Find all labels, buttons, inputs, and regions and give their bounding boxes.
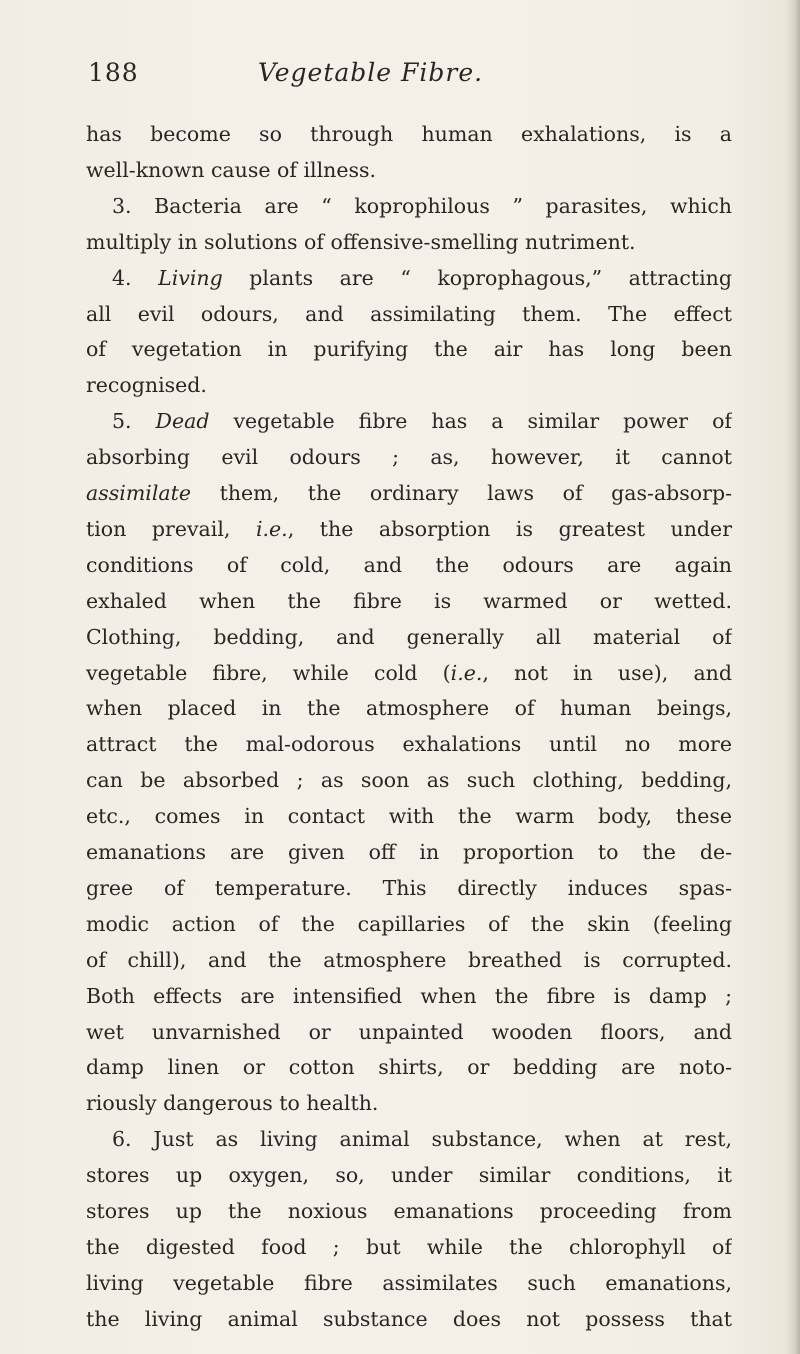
text-line: can be absorbed ; as soon as such clothing, bedding,	[86, 768, 732, 793]
text-span: , not in use), and	[482, 660, 732, 685]
text-line: emanations are given off in proportion to the de-	[86, 840, 732, 864]
text-span: them, the ordinary laws of gas-absorp-	[190, 481, 732, 505]
italic-word: i.e.	[255, 516, 288, 541]
text-line: has become so through human exhalations, is a	[86, 122, 732, 146]
text-span: tion prevail,	[86, 516, 256, 541]
text-line: exhaled when the fibre is warmed or wetted.	[86, 588, 732, 613]
italic-word: Dead	[155, 409, 210, 434]
text-line	[86, 478, 732, 509]
text-line: attract the mal-odorous exhalations until no more	[86, 732, 732, 757]
page-header	[88, 58, 720, 98]
text-line: stores up the noxious emanations proceeding from	[86, 1199, 732, 1223]
italic-word: Living	[158, 265, 223, 290]
running-title: Vegetable Fibre.	[258, 58, 484, 87]
text-line: when placed in the atmosphere of human beings,	[86, 696, 732, 721]
text-line: Clothing, bedding, and generally all material of	[86, 624, 732, 649]
text-line: stores up oxygen, so, under similar conditions, it	[86, 1163, 732, 1188]
text-line: well-known cause of illness.	[86, 157, 377, 182]
text-line: 3. Bacteria are “ koprophilous ” parasites, which	[112, 193, 732, 218]
body-text	[86, 119, 732, 1331]
text-line: conditions of cold, and the odours are again	[86, 552, 732, 577]
text-line: of chill), and the atmosphere breathed is corrupted.	[86, 947, 732, 972]
text-line: 6. Just as living animal substance, when at rest,	[112, 1127, 732, 1152]
text-line	[112, 263, 732, 294]
text-line: all evil odours, and assimilating them. The effect	[86, 301, 732, 326]
page-number: 188	[88, 58, 139, 87]
text-line: multiply in solutions of offensive-smelling nutriment.	[86, 229, 636, 254]
text-line	[86, 514, 732, 545]
text-span: plants are “ koprophagous,” attracting	[222, 265, 732, 290]
text-line: gree of temperature. This directly induces spas-	[86, 875, 732, 900]
text-line	[86, 658, 732, 689]
text-line: etc., comes in contact with the warm body, these	[86, 804, 732, 829]
italic-word: assimilate	[86, 481, 191, 505]
text-line: the living animal substance does not possess that	[86, 1306, 732, 1331]
text-span: vegetable fibre, while cold (	[86, 660, 451, 685]
text-line: riously dangerous to health.	[86, 1091, 379, 1116]
text-line: recognised.	[86, 373, 207, 398]
text-line: modic action of the capillaries of the skin (feeling	[86, 911, 732, 936]
text-line: the digested food ; but while the chlorophyll of	[86, 1234, 732, 1259]
text-line: damp linen or cotton shirts, or bedding are noto-	[86, 1055, 732, 1080]
text-line: living vegetable fibre assimilates such emanations,	[86, 1270, 732, 1295]
text-span: vegetable fibre has a similar power of	[209, 409, 732, 434]
text-span: , the absorption is greatest under	[287, 516, 732, 541]
text-span: 4.	[112, 265, 159, 290]
text-line: wet unvarnished or unpainted wooden floors, and	[86, 1019, 732, 1044]
text-span: 5.	[112, 409, 156, 434]
text-line	[112, 406, 732, 437]
text-line: absorbing evil odours ; as, however, it cannot	[86, 445, 732, 470]
italic-word: i.e.	[450, 660, 483, 685]
text-line: of vegetation in purifying the air has long been	[86, 337, 732, 362]
page-edge-shadow	[786, 0, 800, 1354]
text-line: Both effects are intensified when the fibre is damp ;	[86, 983, 732, 1008]
